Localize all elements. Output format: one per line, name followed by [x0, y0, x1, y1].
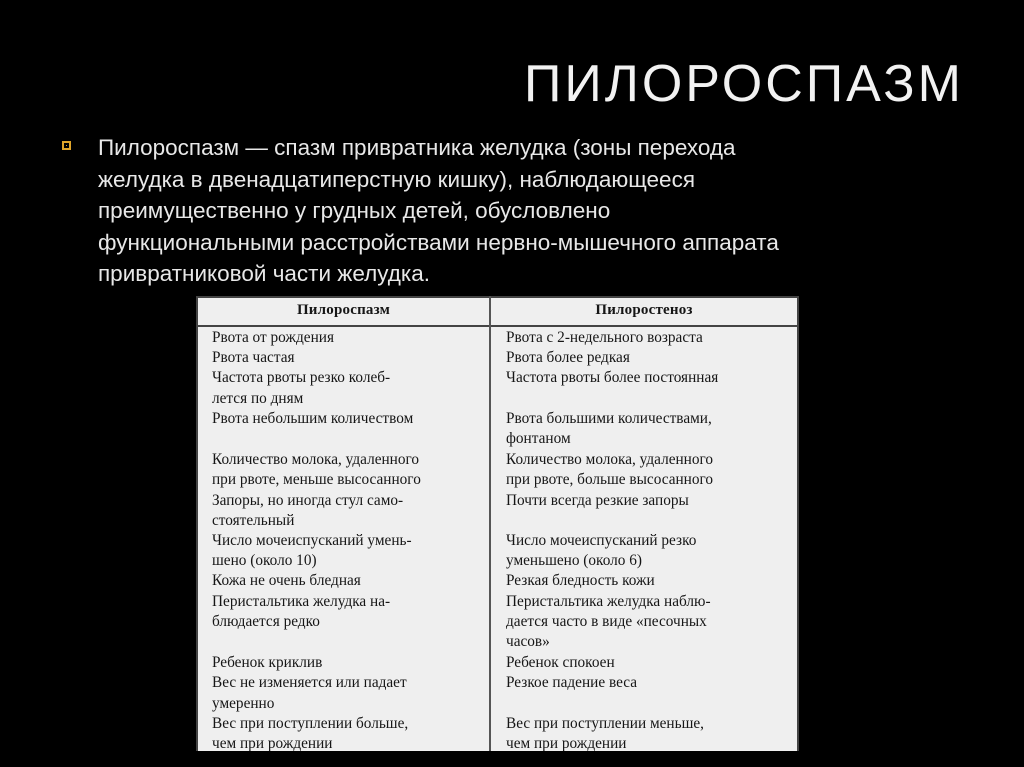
table-cell-right-row-12: чем при рождении [506, 735, 627, 751]
square-bullet-icon [62, 141, 71, 150]
bullet-line: желудка в двенадцатиперстную кишку), наблюдающееся [98, 166, 696, 192]
table-border-right [797, 296, 799, 751]
table-cell-left-row-8: Кожа не очень бледная [212, 572, 361, 590]
table-cell-left-row-7: Число мочеиспусканий умень- [212, 532, 412, 549]
table-border-top [196, 296, 799, 298]
table-cell-right-row-9: дается часто в виде «песочных [506, 612, 707, 630]
table-cell-left-row-12: Вес при поступлении больше, [212, 714, 409, 732]
table-cell-left-row-3: Частота рвоты резко колеб- [212, 369, 391, 387]
table-cell-left-row-11: умеренно [212, 694, 275, 712]
table-cell-right-row-1: Рвота с 2-недельного возраста [506, 329, 703, 346]
table-cell-left-row-7: шено (около 10) [212, 552, 317, 570]
table-cell-right-row-11: Резкое падение веса [506, 674, 638, 692]
table-cell-left-row-3: лется по дням [212, 389, 304, 407]
table-cell-right-row-9: Перистальтика желудка наблю- [506, 592, 711, 610]
table-cell-left-row-1: Рвота от рождения [212, 329, 334, 346]
table-cell-right-row-7: Число мочеиспусканий резко [506, 532, 697, 549]
comparison-table [196, 296, 799, 751]
table-cell-right-row-12: Вес при поступлении меньше, [506, 714, 704, 732]
table-cell-left-row-4: Рвота небольшим количеством [212, 409, 414, 427]
bullet-line: преимущественно у грудных детей, обусловлено [98, 198, 611, 223]
bullet-line: Пилороспазм — спазм привратника желудка (зоны перехода [98, 135, 736, 160]
table-header-pylorostenosis: Пилоростеноз [595, 302, 693, 318]
table-cell-left-row-6: стоятельный [212, 511, 295, 529]
table-cell-left-row-6: Запоры, но иногда стул само- [212, 491, 404, 509]
table-cell-left-row-11: Вес не изменяется или падает [212, 674, 407, 692]
table-cell-right-row-4: Рвота большими количествами, [506, 409, 712, 427]
table-cell-left-row-2: Рвота частая [212, 349, 295, 367]
bullet-line: привратниковой части желудка. [98, 261, 430, 286]
table-cell-left-row-10: Ребенок криклив [212, 654, 323, 672]
table-cell-left-row-5: Количество молока, удаленного [212, 451, 420, 469]
bullet-text [98, 132, 978, 290]
table-cell-left-row-9: блюдается редко [212, 612, 320, 630]
table-column-divider [489, 296, 491, 751]
table-cell-right-row-6: Почти всегда резкие запоры [506, 491, 689, 509]
table-cell-right-row-3: Частота рвоты более постоянная [506, 369, 719, 387]
table-cell-right-row-5: при рвоте, больше высосанного [506, 471, 714, 489]
table-cell-right-row-2: Рвота более редкая [506, 349, 630, 367]
slide-title: ПИЛОРОСПАЗМ [523, 55, 964, 113]
table-cell-left-row-12: чем при рождении [212, 735, 333, 751]
bullet-line: функциональными расстройствами нервно-мышечного аппарата [98, 229, 779, 255]
table-cell-right-row-5: Количество молока, удаленного [506, 451, 714, 469]
table-cell-right-row-4: фонтаном [506, 430, 571, 447]
table-cell-left-row-5: при рвоте, меньше высосанного [212, 471, 421, 489]
table-header-pylorospasm: Пилороспазм [296, 302, 391, 318]
table-border-left [196, 296, 198, 751]
table-cell-right-row-8: Резкая бледность кожи [506, 572, 655, 590]
table-cell-right-row-9: часов» [506, 633, 550, 650]
table-cell-right-row-10: Ребенок спокоен [506, 654, 615, 672]
table-header-divider [196, 325, 799, 327]
table-cell-right-row-7: уменьшено (около 6) [506, 552, 642, 570]
table-cell-left-row-9: Перистальтика желудка на- [212, 592, 391, 610]
